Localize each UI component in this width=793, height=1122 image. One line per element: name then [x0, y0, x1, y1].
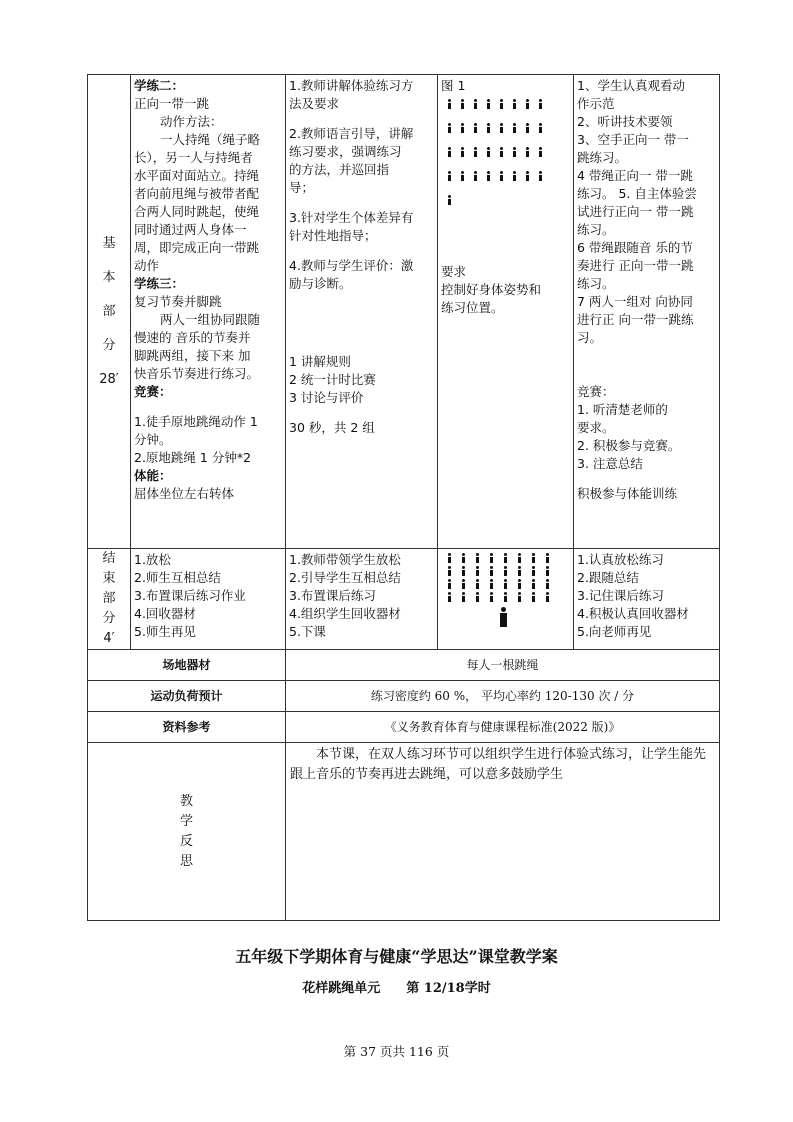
student-icon [486, 147, 491, 157]
section-char: 本 [102, 269, 116, 285]
student-icon [512, 171, 517, 181]
student-icon [447, 195, 452, 205]
student-icon [475, 579, 480, 589]
text-line: 者向前甩绳与被带者配 [134, 186, 260, 201]
student-icon [447, 99, 452, 109]
student-icon [461, 553, 466, 563]
text-line: 3、空手正向一 带一 [577, 132, 689, 147]
text-line: 练习。 5. 自主体验尝 [577, 186, 697, 201]
student-icon [460, 171, 465, 181]
text-line: 针对性地指导； [289, 228, 377, 243]
text-line: 法及要求 [289, 96, 340, 111]
student-icon [447, 553, 452, 563]
reflection-text: 本节课，在双人练习环节可以组织学生进行体验式练习，让学生能先跟上音乐的节奏再进去跳绳，可以意多鼓励学生 [286, 743, 720, 921]
student-icon [447, 592, 452, 602]
ending-teacher-item: 1.教师带领学生放松 [289, 552, 401, 567]
student-icon [486, 123, 491, 133]
reflection-label [88, 743, 286, 921]
student-icon [447, 566, 452, 576]
text-line: 2.教师语言引导，讲解 [289, 126, 414, 141]
reference-label: 资料参考 [88, 712, 286, 743]
student-icon [531, 592, 536, 602]
student-icon [517, 592, 522, 602]
ending-teacher-item: 5.下课 [289, 624, 326, 639]
document-title: 五年级下学期体育与健康“学思达”课堂教学案 [235, 947, 558, 966]
reflection-row [88, 743, 720, 921]
student-icon [512, 99, 517, 109]
ending-student-item: 5.向老师再见 [577, 624, 652, 639]
spacer [289, 293, 434, 353]
org-requirement-line: 练习位置。 [441, 300, 504, 315]
student-icon [538, 147, 543, 157]
student-icon [512, 147, 517, 157]
student-icon [531, 566, 536, 576]
text-line: 快音乐节奏进行练习。 [134, 366, 260, 381]
basic-student-cell [574, 75, 720, 549]
student-icon [525, 147, 530, 157]
text-line: 练习。 [577, 222, 615, 237]
formation-row [441, 553, 570, 563]
text-line: 竞赛： [577, 384, 615, 399]
student-icon [538, 123, 543, 133]
load-row [88, 681, 720, 712]
venue-row [88, 650, 720, 681]
text-line: 两人一组协同跟随 [160, 312, 261, 327]
text-line: 6 带绳跟随音 乐的节 [577, 240, 693, 255]
student-icon [447, 147, 452, 157]
text-line: 2 统一计时比赛 [289, 372, 376, 387]
student-icon [447, 579, 452, 589]
formation-row [441, 195, 570, 205]
section-char: 部 [102, 303, 116, 319]
basic-teacher-list [289, 77, 434, 437]
text-line: 练习。 [577, 276, 615, 291]
section-char: 结 [102, 551, 116, 566]
text-line: 2、听讲技术要领 [577, 114, 673, 129]
ending-content-item: 4.回收器材 [134, 606, 196, 621]
venue-label: 场地器材 [88, 650, 286, 681]
ending-formation-diagram [441, 553, 570, 632]
student-icon [525, 123, 530, 133]
student-icon [460, 147, 465, 157]
basic-organization-cell [438, 75, 574, 549]
formation-row [441, 592, 570, 602]
spacer [577, 473, 716, 485]
text-line: 要求。 [577, 420, 615, 435]
student-icon [517, 579, 522, 589]
lesson-plan-table [87, 74, 720, 921]
ending-teacher-item: 2.引导学生互相总结 [289, 570, 401, 585]
student-icon [545, 566, 550, 576]
text-line: 合两人同时跳起，使绳 [134, 204, 260, 219]
student-icon [525, 171, 530, 181]
student-icon [545, 579, 550, 589]
spacer [289, 113, 434, 125]
student-icon [503, 566, 508, 576]
org-requirement-line: 控制好身体姿势和 [441, 282, 542, 297]
load-label: 运动负荷预计 [88, 681, 286, 712]
text-line: 作示范 [577, 96, 615, 111]
text-line: 分钟。 [134, 432, 172, 447]
text-line: 7 两人一组对 向协同 [577, 294, 693, 309]
reference-value: 《义务教育体育与健康课程标准(2022 版)》 [286, 712, 720, 743]
text-line: 屈体坐位左右转体 [134, 486, 235, 501]
student-icon [503, 579, 508, 589]
text-line: 4 带绳正向一 带一跳 [577, 168, 693, 183]
text-line: 动作 [134, 258, 160, 273]
student-icon [503, 592, 508, 602]
text-line: 3. 注意总结 [577, 456, 643, 471]
student-icon [531, 579, 536, 589]
text-line: 2.原地跳绳 1 分钟*2 [134, 450, 252, 465]
venue-value: 每人一根跳绳 [286, 650, 720, 681]
reflection-char: 学 [179, 813, 193, 829]
student-icon [489, 592, 494, 602]
student-icon [473, 123, 478, 133]
formation-row [441, 147, 570, 157]
section-char: 分 [102, 337, 116, 353]
ending-content-item: 3.布置课后练习作业 [134, 588, 246, 603]
reflection-char: 思 [179, 853, 193, 869]
section-time: 4′ [103, 631, 115, 646]
text-line: 跳练习。 [577, 150, 628, 165]
text-line: 3 讨论与评价 [289, 390, 364, 405]
ending-student-item: 3.记住课后练习 [577, 588, 664, 603]
spacer [289, 407, 434, 419]
text-line: 1、学生认真观看动 [577, 78, 685, 93]
text-line: 积极参与体能训练 [577, 486, 678, 501]
ending-section-row [88, 549, 720, 650]
ending-content-cell [131, 549, 286, 650]
section-char: 分 [102, 611, 116, 626]
student-icon [517, 566, 522, 576]
section-time: 28′ [99, 371, 119, 387]
text-line: 长），另一人与持绳者 [134, 150, 253, 165]
ending-teacher-cell [286, 549, 438, 650]
student-icon [499, 123, 504, 133]
student-icon [545, 592, 550, 602]
formation-row [441, 566, 570, 576]
ending-student-item: 4.积极认真回收器材 [577, 606, 689, 621]
text-line: 一人持绳（绳子略 [160, 132, 261, 147]
text-line: 复习节奏并脚跳 [134, 294, 222, 309]
student-icon [538, 171, 543, 181]
text-line: 周，即完成正向一带跳 [134, 240, 260, 255]
text-line: 水平面对面站立。持绳 [134, 168, 260, 183]
spacer [289, 245, 434, 257]
document-subtitle: 花样跳绳单元 第 12/18学时 [302, 981, 491, 996]
text-line: 4.教师与学生评价：激 [289, 258, 414, 273]
basic-student-list [577, 77, 716, 503]
student-icon [473, 171, 478, 181]
ending-teacher-item: 3.布置课后练习 [289, 588, 376, 603]
basic-teacher-cell [286, 75, 438, 549]
student-icon [503, 553, 508, 563]
student-icon [475, 592, 480, 602]
ending-student-item: 2.跟随总结 [577, 570, 639, 585]
text-line: 练习要求，强调练习 [289, 144, 402, 159]
text-line: 慢速的 音乐的节奏并 [134, 330, 251, 345]
formation-row [441, 579, 570, 589]
student-icon [499, 147, 504, 157]
org-requirement-title: 要求 [441, 264, 467, 279]
section-heading: 学练三： [134, 276, 185, 291]
text-line: 同时通过两人身体一 [134, 222, 247, 237]
text-line: 试进行正向一 带一跳 [577, 204, 694, 219]
section-heading: 竞赛： [134, 384, 172, 399]
text-line: 1 讲解规则 [289, 354, 351, 369]
text-line: 正向一带一跳 [134, 96, 210, 111]
ending-student-cell [574, 549, 720, 650]
page-footer: 第 37 页共 116 页 [343, 1044, 450, 1059]
student-icon [538, 99, 543, 109]
student-icon [512, 123, 517, 133]
student-icon [517, 553, 522, 563]
text-line: 导； [289, 180, 315, 195]
formation-row [441, 99, 570, 109]
ending-student-item: 1.认真放松练习 [577, 552, 664, 567]
text-line: 30 秒，共 2 组 [289, 420, 375, 435]
text-line: 励与诊断。 [289, 276, 352, 291]
text-line: 2. 积极参与竞赛。 [577, 438, 681, 453]
student-icon [475, 553, 480, 563]
student-icon [473, 147, 478, 157]
section-char: 部 [102, 591, 116, 606]
text-line: 脚跳两组，接下来 加 [134, 348, 251, 363]
formation-row [441, 171, 570, 181]
section-char: 束 [102, 571, 116, 586]
student-icon [531, 553, 536, 563]
student-icon [525, 99, 530, 109]
figure-label: 图 1 [441, 78, 466, 93]
section-char: 基 [102, 235, 116, 251]
student-icon [499, 171, 504, 181]
text-line: 动作方法： [160, 114, 223, 129]
ending-content-item: 5.师生再见 [134, 624, 196, 639]
student-icon [489, 579, 494, 589]
student-icon [475, 566, 480, 576]
basic-section-row [88, 75, 720, 549]
spacer [577, 347, 716, 383]
student-icon [486, 171, 491, 181]
reflection-char: 教 [179, 793, 193, 809]
text-line: 习。 [577, 330, 603, 345]
text-line: 1.教师讲解体验练习方 [289, 78, 414, 93]
student-icon [486, 99, 491, 109]
section-heading: 体能： [134, 468, 172, 483]
ending-content-item: 2.师生互相总结 [134, 570, 221, 585]
student-icon [461, 592, 466, 602]
section-heading: 学练二： [134, 78, 185, 93]
student-icon [447, 123, 452, 133]
student-icon [545, 553, 550, 563]
formation-diagram [441, 99, 570, 205]
text-line: 1. 听清楚老师的 [577, 402, 668, 417]
student-icon [489, 566, 494, 576]
text-line: 1.徒手原地跳绳动作 1 [134, 414, 258, 429]
spacer [289, 197, 434, 209]
student-icon [460, 123, 465, 133]
basic-content-list [134, 77, 282, 503]
student-icon [461, 566, 466, 576]
teacher-icon [499, 607, 508, 627]
load-value: 练习密度约 60 %， 平均心率约 120-130 次 / 分 [286, 681, 720, 712]
student-icon [473, 99, 478, 109]
text-line: 进行正 向一带一跳练 [577, 312, 694, 327]
reference-row [88, 712, 720, 743]
lesson-plan-sheet [87, 74, 719, 921]
formation-row [441, 123, 570, 133]
student-icon [489, 553, 494, 563]
reflection-char: 反 [179, 833, 193, 849]
basic-content-cell [131, 75, 286, 549]
ending-teacher-item: 4.组织学生回收器材 [289, 606, 401, 621]
student-icon [460, 99, 465, 109]
ending-content-item: 1.放松 [134, 552, 171, 567]
basic-section-label [88, 75, 131, 549]
text-line: 3.针对学生个体差异有 [289, 210, 414, 225]
text-line: 奏进行 正向一带一跳 [577, 258, 694, 273]
student-icon [461, 579, 466, 589]
spacer [134, 401, 282, 413]
ending-organization-cell [438, 549, 574, 650]
student-icon [447, 171, 452, 181]
student-icon [499, 99, 504, 109]
text-line: 的方法，并巡回指 [289, 162, 390, 177]
ending-section-label [88, 549, 131, 650]
